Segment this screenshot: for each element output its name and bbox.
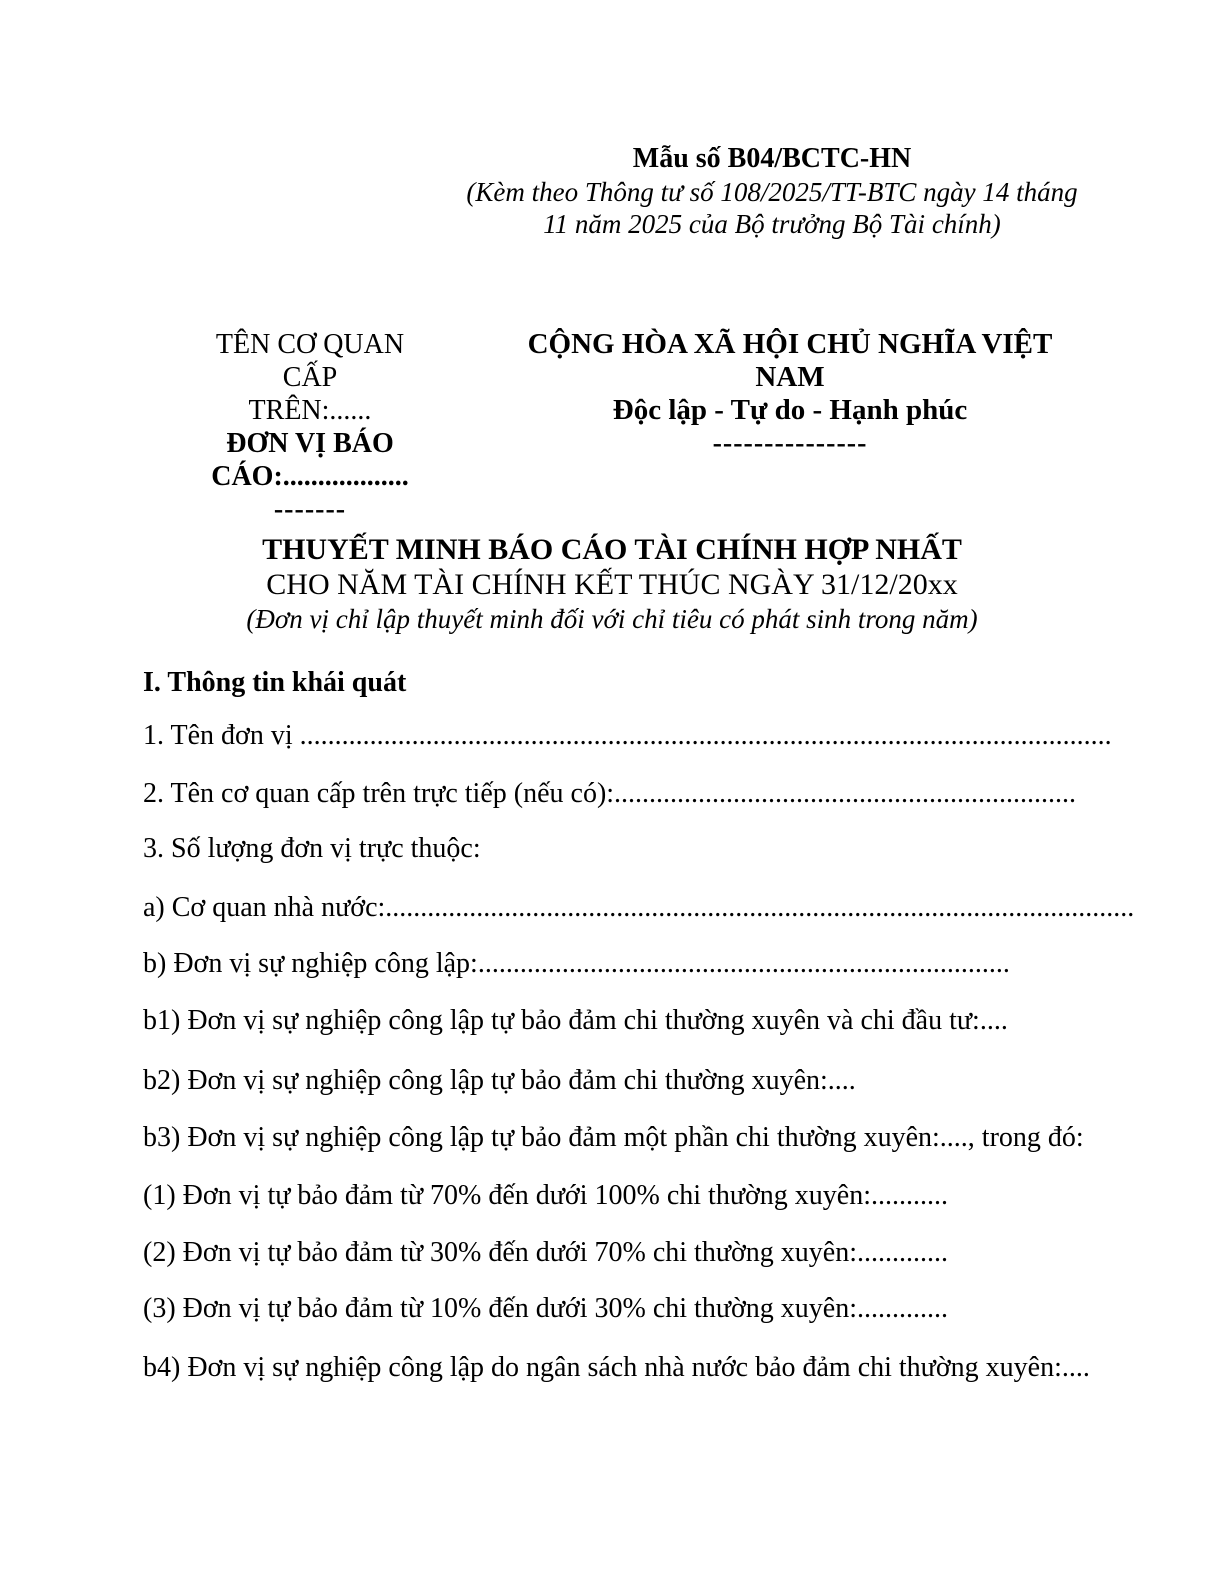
document-title: THUYẾT MINH BÁO CÁO TÀI CHÍNH HỢP NHẤT [262, 533, 962, 566]
field-state-agencies: a) Cơ quan nhà nước:........................................................................................................... [143, 892, 1135, 923]
field-partially-self-funded: b3) Đơn vị sự nghiệp công lập tự bảo đảm một phần chi thường xuyên:...., trong đó: [143, 1122, 1084, 1153]
national-title: CỘNG HÒA XÃ HỘI CHỦ NGHĨA VIỆT NAM [527, 328, 1053, 393]
superior-agency-label-line1: TÊN CƠ QUAN CẤP [215, 329, 405, 393]
form-number-block [422, 142, 1122, 240]
left-divider: ------- [273, 494, 347, 525]
national-motto: Độc lập - Tự do - Hạnh phúc [612, 394, 968, 426]
document-title-block [0, 532, 1224, 636]
field-self-funded-30-70: (2) Đơn vị tự bảo đảm từ 30% đến dưới 70% chi thường xuyên:............. [143, 1237, 949, 1268]
field-subordinate-units-count: 3. Số lượng đơn vị trực thuộc: [143, 833, 481, 864]
section-heading: I. Thông tin khái quát [143, 667, 407, 698]
form-note-line2: 11 năm 2025 của Bộ trưởng Bộ Tài chính) [543, 209, 1001, 239]
form-number: Mẫu số B04/BCTC-HN [632, 143, 912, 174]
document-subtitle: CHO NĂM TÀI CHÍNH KẾT THÚC NGÀY 31/12/20xx [266, 568, 958, 601]
field-state-budget-funded: b4) Đơn vị sự nghiệp công lập do ngân sách nhà nước bảo đảm chi thường xuyên:.... [143, 1352, 1090, 1383]
reporting-unit-label-line2: CÁO:.................. [211, 461, 409, 492]
form-note-line1: (Kèm theo Thông tư số 108/2025/TT-BTC ngày 14 tháng [466, 177, 1078, 207]
field-self-funded-70-100: (1) Đơn vị tự bảo đảm từ 70% đến dưới 100% chi thường xuyên:........... [143, 1180, 949, 1211]
field-unit-name: 1. Tên đơn vị .................................................................................................................... [143, 720, 1112, 751]
document-note: (Đơn vị chỉ lập thuyết minh đối với chỉ tiêu có phát sinh trong năm) [246, 604, 978, 634]
field-superior-agency: 2. Tên cơ quan cấp trên trực tiếp (nếu có):.................................................................. [143, 778, 1077, 809]
field-self-funded-recurrent-and-investment: b1) Đơn vị sự nghiệp công lập tự bảo đảm chi thường xuyên và chi đầu tư:.... [143, 1005, 1008, 1036]
field-public-service-units: b) Đơn vị sự nghiệp công lập:............................................................................ [143, 948, 1010, 979]
field-self-funded-recurrent: b2) Đơn vị sự nghiệp công lập tự bảo đảm chi thường xuyên:.... [143, 1065, 856, 1096]
letterhead-right [520, 328, 1060, 460]
right-divider: --------------- [712, 428, 868, 459]
field-self-funded-10-30: (3) Đơn vị tự bảo đảm từ 10% đến dưới 30% chi thường xuyên:............. [143, 1293, 949, 1324]
superior-agency-label-line2: TRÊN:...... [248, 395, 372, 426]
reporting-unit-label-line1: ĐƠN VỊ BÁO [226, 428, 394, 459]
letterhead-left [190, 328, 430, 526]
